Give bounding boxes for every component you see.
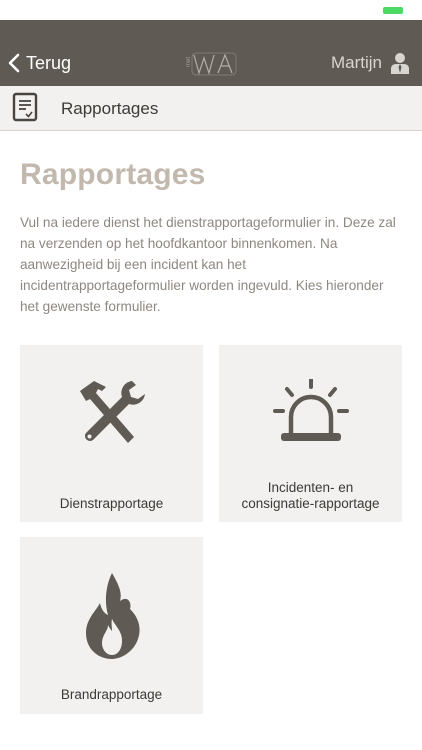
user-button[interactable] — [331, 50, 410, 76]
user-name: Martijn — [330, 53, 382, 72]
fire-icon — [82, 571, 142, 659]
tools-icon — [76, 377, 148, 445]
battery-icon — [383, 7, 403, 14]
user-icon — [390, 52, 410, 74]
section-title: Rapportages — [61, 99, 159, 118]
section-header — [0, 86, 422, 131]
logo-small-text: met — [186, 56, 192, 67]
tile-brandrapportage[interactable] — [20, 537, 203, 714]
intro-text: Vul na iedere dienst het dienstrapportageformulier in. Deze zal na verzenden op het hoofdkantoor binnenkomen. Na aanwezigheid bij een incident kan het incidentrapportageformulier worden ingevuld. Kies hieronder het gewenste formulier. — [20, 215, 396, 314]
tile-label: Brandrapportage — [60, 687, 163, 702]
tile-label — [225, 480, 396, 512]
tile-dienstrapportage[interactable] — [20, 345, 203, 522]
page-title: Rapportages — [20, 158, 206, 191]
tile-label-line1: Incidenten- en — [267, 480, 354, 495]
app-logo — [184, 49, 240, 79]
alarm-light-icon — [273, 379, 349, 445]
nav-bar — [0, 20, 422, 86]
status-bar — [0, 0, 422, 20]
tile-label: Dienstrapportage — [59, 496, 164, 511]
back-label: Terug — [26, 52, 72, 73]
back-button[interactable] — [8, 50, 71, 76]
chevron-left-icon — [8, 53, 20, 73]
tile-incidenten-consignatie[interactable] — [219, 345, 402, 522]
tile-label-line2: consignatie-rapportage — [241, 496, 380, 511]
report-icon — [12, 92, 38, 122]
